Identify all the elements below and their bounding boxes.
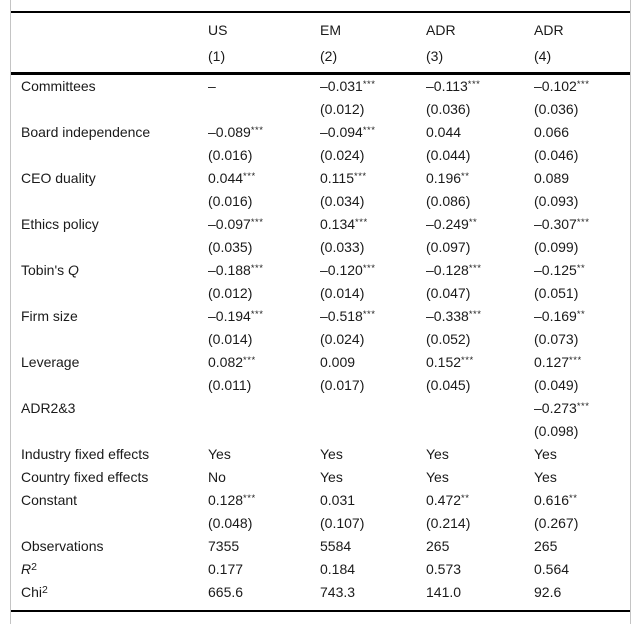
coef-cell — [426, 397, 534, 420]
se-cell: (0.033) — [320, 239, 365, 255]
row-label: Observations — [21, 538, 104, 554]
table-se-row — [11, 512, 630, 535]
se-cell: (0.098) — [534, 423, 579, 439]
col-number-2: (2) — [320, 48, 338, 64]
row-label: Leverage — [21, 354, 80, 370]
table-se-row — [11, 144, 630, 167]
se-cell: (0.016) — [208, 193, 253, 209]
se-cell: (0.014) — [208, 331, 253, 347]
table-row — [11, 581, 630, 604]
row-label-empty — [11, 98, 208, 121]
row-label: ADR2&3 — [21, 400, 76, 416]
se-cell: (0.036) — [426, 101, 471, 117]
header-model-row — [11, 17, 630, 43]
se-cell: (0.044) — [426, 147, 471, 163]
coef-cell: Yes — [426, 446, 449, 462]
table-row — [11, 558, 630, 581]
row-label: $R^2$ — [21, 561, 37, 577]
table-row — [11, 305, 630, 328]
coef-cell: 0.115*** — [320, 170, 367, 186]
coef-cell: 7355 — [208, 538, 240, 554]
table-se-row — [11, 420, 630, 443]
table-se-row — [11, 98, 630, 121]
coef-cell: 0.009 — [320, 354, 356, 370]
header-empty-cell — [11, 43, 208, 69]
coef-cell: –0.097*** — [208, 216, 264, 232]
table-row — [11, 75, 630, 98]
table-frame — [10, 0, 631, 624]
col-header-adr3: ADR — [426, 22, 456, 38]
coef-cell: 0.196** — [426, 170, 470, 186]
row-label: Chi$^2$ — [21, 584, 48, 600]
coef-cell: –0.338*** — [426, 308, 482, 324]
coef-cell: 265 — [426, 538, 450, 554]
table-se-row — [11, 236, 630, 259]
se-cell: (0.024) — [320, 147, 365, 163]
coef-cell: 665.6 — [208, 584, 244, 600]
se-cell — [426, 420, 534, 443]
row-label-empty — [11, 144, 208, 167]
se-cell — [208, 98, 320, 121]
coef-cell: 0.564 — [534, 561, 570, 577]
se-cell: (0.048) — [208, 515, 253, 531]
coef-cell: 0.573 — [426, 561, 462, 577]
row-label-empty — [11, 328, 208, 351]
se-cell: (0.267) — [534, 515, 579, 531]
header-number-row — [11, 43, 630, 69]
col-number-1: (1) — [208, 48, 226, 64]
coef-cell: 743.3 — [320, 584, 356, 600]
se-cell: (0.047) — [426, 285, 471, 301]
coef-cell — [208, 397, 320, 420]
se-cell: (0.097) — [426, 239, 471, 255]
row-label: Country fixed effects — [21, 469, 149, 485]
row-label: Constant — [21, 492, 78, 508]
se-cell: (0.017) — [320, 377, 365, 393]
coef-cell: 92.6 — [534, 584, 562, 600]
row-label: Committees — [21, 78, 96, 94]
coef-cell: 0.089 — [534, 170, 570, 186]
row-label-empty — [11, 282, 208, 305]
row-label: Tobin's Q — [21, 262, 79, 278]
table-row — [11, 121, 630, 144]
coef-cell: –0.273*** — [534, 400, 590, 416]
row-label: Firm size — [21, 308, 78, 324]
table-row — [11, 397, 630, 420]
table-header — [11, 13, 630, 72]
table-se-row — [11, 282, 630, 305]
coef-cell: –0.125** — [534, 262, 586, 278]
row-label: Board independence — [21, 124, 151, 140]
coef-cell — [320, 397, 426, 420]
table-row — [11, 489, 630, 512]
coef-cell: Yes — [534, 469, 557, 485]
coef-cell: –0.518*** — [320, 308, 376, 324]
col-header-em: EM — [320, 22, 341, 38]
coef-cell: 5584 — [320, 538, 352, 554]
se-cell: (0.214) — [426, 515, 471, 531]
coef-cell: –0.188*** — [208, 262, 264, 278]
row-label: Industry fixed effects — [21, 446, 150, 462]
coef-cell: Yes — [320, 469, 343, 485]
col-header-us: US — [208, 22, 228, 38]
coef-cell: Yes — [320, 446, 343, 462]
se-cell — [320, 420, 426, 443]
coef-cell: 0.066 — [534, 124, 570, 140]
se-cell: (0.011) — [208, 377, 252, 393]
coef-cell: 0.127*** — [534, 354, 582, 370]
coef-cell: –0.089*** — [208, 124, 264, 140]
row-label-empty — [11, 374, 208, 397]
coef-cell: 141.0 — [426, 584, 462, 600]
coef-cell: –0.194*** — [208, 308, 264, 324]
row-label-empty — [11, 420, 208, 443]
coef-cell: –0.031*** — [320, 78, 376, 94]
col-number-4: (4) — [534, 48, 552, 64]
coef-cell: 0.152*** — [426, 354, 474, 370]
se-cell: (0.045) — [426, 377, 471, 393]
row-label: Ethics policy — [21, 216, 99, 232]
se-cell: (0.034) — [320, 193, 365, 209]
coef-cell: 0.128*** — [208, 492, 256, 508]
header-empty-cell — [11, 17, 208, 43]
se-cell: (0.051) — [534, 285, 579, 301]
coef-cell: Yes — [534, 446, 557, 462]
coef-cell: –0.094*** — [320, 124, 376, 140]
coef-cell: Yes — [208, 446, 231, 462]
coef-cell: 265 — [534, 538, 558, 554]
coef-cell: Yes — [426, 469, 449, 485]
table-bottom-rule — [11, 610, 630, 612]
table-row — [11, 466, 630, 489]
table-se-row — [11, 328, 630, 351]
col-header-adr4: ADR — [534, 22, 564, 38]
row-label: CEO duality — [21, 170, 96, 186]
se-cell: (0.093) — [534, 193, 579, 209]
se-cell: (0.024) — [320, 331, 365, 347]
col-number-3: (3) — [426, 48, 444, 64]
se-cell — [208, 420, 320, 443]
coef-cell: 0.031 — [320, 492, 356, 508]
se-cell: (0.046) — [534, 147, 579, 163]
coef-cell: 0.472** — [426, 492, 470, 508]
se-cell: (0.052) — [426, 331, 471, 347]
coef-cell: 0.616** — [534, 492, 578, 508]
se-cell: (0.012) — [208, 285, 253, 301]
table-se-row — [11, 374, 630, 397]
table-row — [11, 259, 630, 282]
coef-cell: –0.120*** — [320, 262, 376, 278]
coef-cell: 0.134*** — [320, 216, 368, 232]
se-cell: (0.049) — [534, 377, 579, 393]
coef-cell: –0.307*** — [534, 216, 590, 232]
se-cell: (0.012) — [320, 101, 365, 117]
coef-cell: 0.044 — [426, 124, 462, 140]
se-cell: (0.073) — [534, 331, 579, 347]
coef-cell: –0.169** — [534, 308, 586, 324]
se-cell: (0.086) — [426, 193, 471, 209]
coef-cell: –0.113*** — [426, 78, 481, 94]
coef-cell: 0.184 — [320, 561, 356, 577]
coef-cell: 0.044*** — [208, 170, 256, 186]
table-row — [11, 535, 630, 558]
se-cell: (0.016) — [208, 147, 253, 163]
se-cell: (0.035) — [208, 239, 253, 255]
table-row — [11, 443, 630, 466]
coef-cell: 0.177 — [208, 561, 244, 577]
se-cell: (0.107) — [320, 515, 365, 531]
coef-cell: – — [208, 78, 216, 94]
table-se-row — [11, 190, 630, 213]
row-label-empty — [11, 190, 208, 213]
se-cell: (0.099) — [534, 239, 579, 255]
table-row — [11, 167, 630, 190]
coef-cell: 0.082*** — [208, 354, 256, 370]
se-cell: (0.036) — [534, 101, 579, 117]
coef-cell: –0.102*** — [534, 78, 590, 94]
row-label-empty — [11, 512, 208, 535]
coef-cell: –0.249** — [426, 216, 478, 232]
row-label-empty — [11, 236, 208, 259]
table-row — [11, 351, 630, 374]
se-cell: (0.014) — [320, 285, 365, 301]
coef-cell: No — [208, 469, 226, 485]
table-row — [11, 213, 630, 236]
table-body — [11, 75, 630, 610]
coef-cell: –0.128*** — [426, 262, 482, 278]
